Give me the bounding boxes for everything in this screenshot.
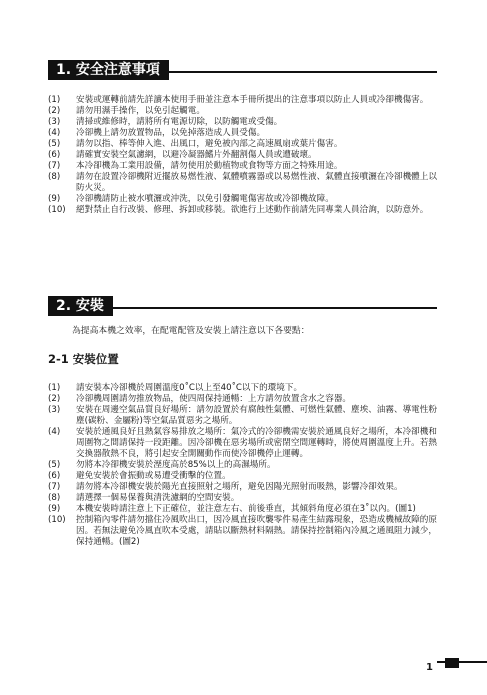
item-number: (4) [48, 427, 61, 437]
page-number: 1 [426, 662, 433, 673]
item-text: 安裝於通風良好且熱氣容易排放之場所：氣冷式的冷卻機需安裝於通風良好之場所，本冷卻機和周圍物之間請保持一段距離。因冷卻機在惡劣場所或密閉空間運轉時，將使周圍溫度上升。若熱交換器散熱不良，將引起安全開關動作而使冷卻機停止運轉。 [76, 427, 437, 459]
list-item [48, 394, 438, 405]
item-text: 請勿用濕手操作，以免引起觸電。 [76, 106, 205, 116]
item-number: (9) [48, 194, 61, 204]
subsection-title: 2-1 安裝位置 [48, 352, 119, 366]
list-item [48, 150, 438, 161]
list-item [48, 106, 438, 117]
list-item [48, 405, 438, 427]
list-item [48, 427, 438, 460]
item-number: (4) [48, 128, 61, 138]
item-number: (8) [48, 172, 61, 182]
item-text: 安裝在周邊空氣品質良好場所：請勿設置於有腐蝕性氣體、可燃性氣體、塵埃、油霧、導電性粉塵(碳粉、金屬粉)等空氣品質惡劣之場所。 [76, 405, 437, 426]
item-number: (7) [48, 482, 61, 492]
item-number: (2) [48, 394, 61, 404]
list-item [48, 493, 438, 504]
item-number: (9) [48, 504, 61, 514]
item-text: 安裝或運轉前請先詳讀本使用手冊並注意本手冊所提出的注意事項以防止人員或冷卻機傷害。 [76, 95, 429, 105]
list-item [48, 460, 438, 471]
item-text: 本機安裝時請注意上下正確位，並注意左右、前後垂直，其傾斜角度必須在3˚以內。(圖1) [76, 504, 416, 514]
item-text: 請勿以指、棒等伸入進、出風口，避免被內部之高速風扇或葉片傷害。 [76, 139, 343, 149]
item-number: (8) [48, 493, 61, 503]
item-number: (1) [48, 95, 61, 105]
item-number: (6) [48, 471, 61, 481]
list-item [48, 482, 438, 493]
item-number: (6) [48, 150, 61, 160]
list-item [48, 139, 438, 150]
section1-title: 1. 安全注意事項 [48, 60, 169, 80]
list-item [48, 471, 438, 482]
item-text: 絕對禁止自行改裝、修理、拆卸或移裝。欲進行上述動作前請先同專業人員洽詢，以防意外。 [76, 205, 429, 215]
section2-title: 2. 安裝 [48, 296, 113, 316]
list-item [48, 95, 438, 106]
item-text: 請選擇一個易保養與清洗濾網的空間安裝。 [76, 493, 240, 503]
item-text: 勿將本冷卻機安裝於溼度高於85%以上的高濕場所。 [76, 460, 276, 470]
item-number: (10) [48, 205, 66, 215]
item-number: (5) [48, 460, 61, 470]
safety-list [48, 95, 438, 216]
item-number: (5) [48, 139, 61, 149]
item-number: (2) [48, 106, 61, 116]
item-text: 冷卻機上請勿放置物品，以免掉落造成人員受傷。 [76, 128, 266, 138]
item-number: (3) [48, 405, 61, 415]
list-item [48, 515, 438, 548]
list-item [48, 172, 438, 194]
item-number: (3) [48, 117, 61, 127]
list-item [48, 117, 438, 128]
list-item [48, 128, 438, 139]
section2-intro: 為提高本機之效率，在配電配管及安裝上請注意以下各要點： [72, 326, 310, 336]
list-item [48, 194, 438, 205]
item-text: 冷卻機周圍請勿推放物品，使四周保持通暢：上方請勿放置含水之容器。 [76, 394, 352, 404]
list-item [48, 504, 438, 515]
item-number: (10) [48, 515, 66, 525]
item-text: 冷卻機請防止被水噴灑或沖洗，以免引發觸電傷害故或冷卻機故障。 [76, 194, 334, 204]
item-text: 本冷卻機為工業用設備，請勿使用於動植物或食物等方面之特殊用途。 [76, 161, 343, 171]
item-text: 請確實安裝空氣濾網，以避冷凝器鰭片外翻割傷人員或遭破壞。 [76, 150, 317, 160]
item-text: 請勿將本冷卻機安裝於陽光直接照射之場所，避免因陽光照射而吸熱，影響冷卻效果。 [76, 482, 403, 492]
list-item [48, 205, 438, 216]
item-text: 請勿在設置冷卻機附近擺放易燃性液、氣體噴霧器或以易燃性液、氣體直接噴灑在冷卻機體上以防火災。 [76, 172, 437, 193]
list-item [48, 161, 438, 172]
item-text: 請安裝本冷卻機於周圍溫度0˚C以上至40˚C以下的環境下。 [76, 383, 303, 393]
item-text: 清掃或維修時，請將所有電源切除，以防觸電或受傷。 [76, 117, 283, 127]
installation-list [48, 383, 438, 548]
list-item [48, 383, 438, 394]
item-text: 控制箱內零件請勿擋住冷風吹出口，因冷風直接吹襲零件易產生結露現象，恐造成機械故障的原因。若無法避免冷風直吹本受處，請貼以斷熱材料隔熱。請保持控制箱內冷風之通風阻力減少，保持通暢。(圖2) [76, 515, 437, 547]
footer-mark [445, 658, 459, 668]
item-number: (7) [48, 161, 61, 171]
item-number: (1) [48, 383, 61, 393]
item-text: 避免安裝於會振動或易遭受衝擊的位置。 [76, 471, 231, 481]
